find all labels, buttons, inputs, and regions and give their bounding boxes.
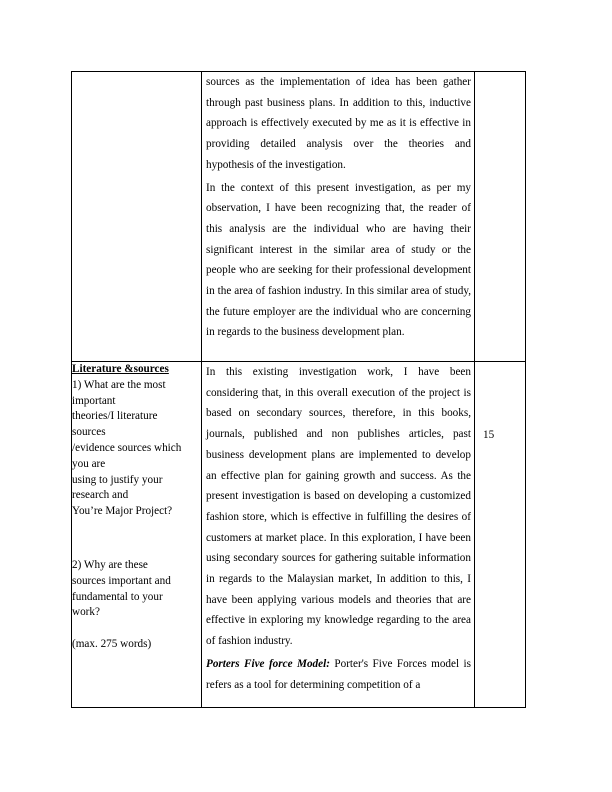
- model-text: Porter's Five Forces model is refers as a tool for determining competition of a: [206, 657, 471, 691]
- question-line: important: [72, 394, 116, 407]
- content-cell: [202, 72, 475, 362]
- model-title: Porters Five force Model:: [206, 657, 330, 670]
- paragraph: sources as the implementation of idea has been gather through past business plans. In addition to this, inductive approach is effectively executed by me as it is effective in providing detailed analysis over the theories and hypothesis of the investigation.: [206, 76, 471, 171]
- question-line: fundamental to your: [72, 590, 163, 603]
- question-line: you are: [72, 457, 106, 470]
- question-line: /evidence sources which: [72, 441, 182, 454]
- question-line: sources important and: [72, 574, 171, 587]
- table-row: [72, 362, 526, 708]
- mark-cell: [475, 362, 526, 708]
- table-row: [72, 72, 526, 362]
- mark-value: 15: [483, 429, 495, 441]
- question-line: theories/I literature: [72, 410, 158, 423]
- section-heading: Literature &sources: [72, 363, 169, 375]
- document-table: [71, 71, 526, 708]
- paragraph: [206, 654, 471, 695]
- question-line: 1) What are the most: [72, 378, 166, 391]
- empty-cell: [475, 72, 526, 362]
- criteria-cell: [72, 362, 202, 708]
- question-line: sources: [72, 426, 106, 439]
- paragraph: In this existing investigation work, I have been considering that, in this overall execution of the project is based on secondary sources, therefore, in this books, journals, published and non publishes articles, past business development plans are implemented to develop an effective plan for gaining growth and success. As the present investigation is based on developing a customized fashion store, which is effective in fulfilling the desires of customers at market place. In this exploration, I have been using secondary sources for gathering suitable information in regards to the Malaysian market, In addition to this, I have been applying various models and theories that are effective in exploring my knowledge regarding to the area of fashion industry.: [206, 366, 471, 648]
- question-line: work?: [72, 606, 100, 619]
- question-line: You’re Major Project?: [72, 505, 173, 518]
- paragraph: In the context of this present investigation, as per my observation, I have been recognizing that, the reader of this analysis are the individual who are having their significant interest in the similar area of study or the people who are seeking for their professional development in the area of fashion industry. In this similar area of study, the future employer are the individual who are concerning in regards to the business development plan.: [206, 181, 471, 339]
- question-line: research and: [72, 489, 129, 502]
- question-line: using to justify your: [72, 473, 163, 486]
- empty-cell: [72, 72, 202, 362]
- content-cell: [202, 362, 475, 708]
- word-limit: (max. 275 words): [72, 638, 152, 651]
- question-line: 2) Why are these: [72, 558, 148, 571]
